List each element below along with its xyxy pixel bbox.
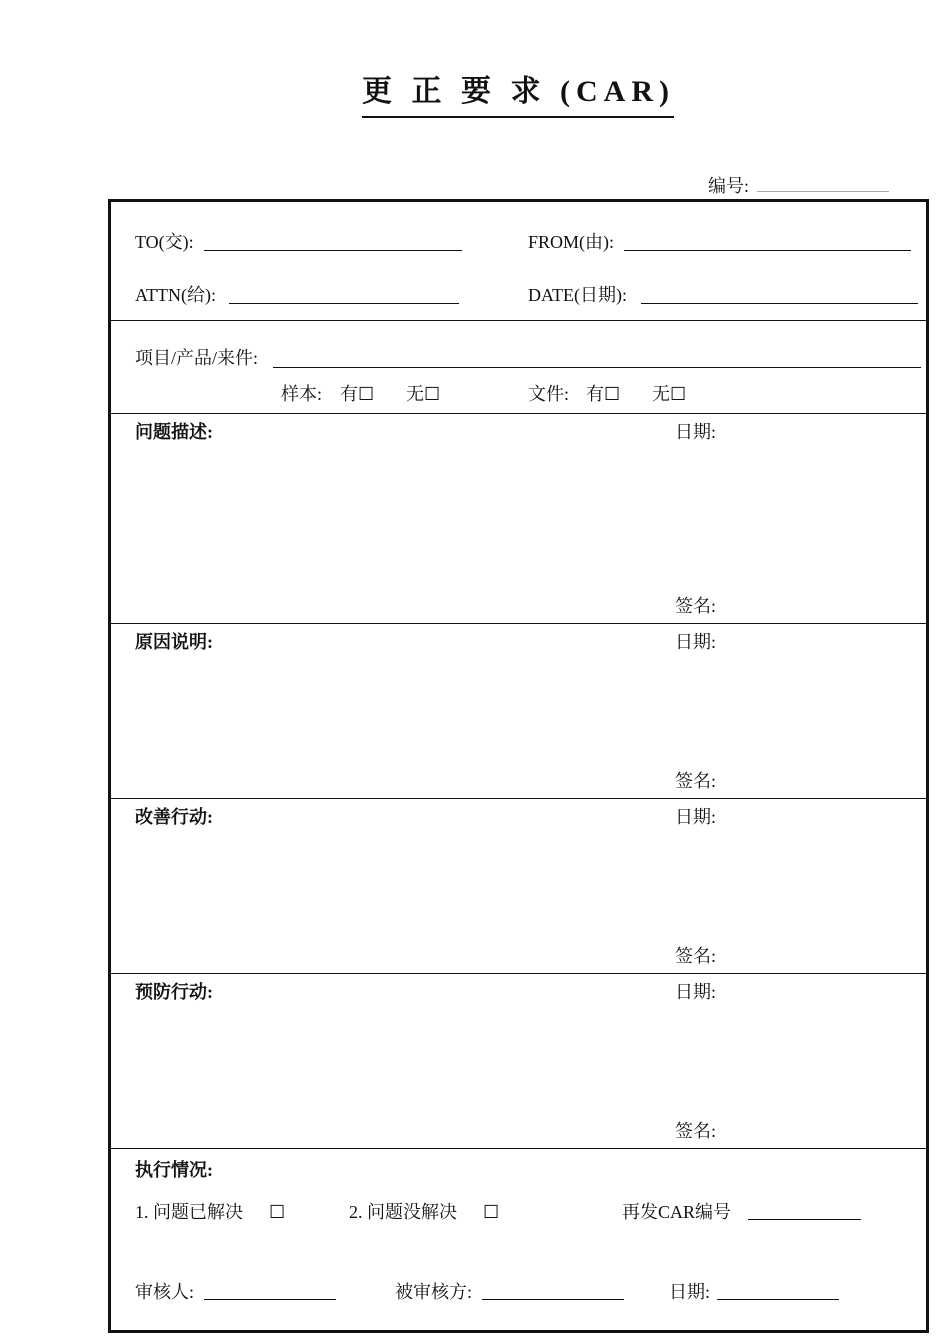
option-resolved-label: 1. 问题已解决: [135, 1202, 243, 1222]
reviewer-field[interactable]: [204, 1299, 336, 1300]
option-unresolved-label: 2. 问题没解决: [349, 1202, 457, 1222]
reviewee-field[interactable]: [482, 1299, 624, 1300]
date-field[interactable]: [641, 303, 918, 304]
from-label: FROM(由):: [528, 232, 615, 252]
project-field[interactable]: [273, 367, 921, 368]
reviewer-label: 审核人:: [135, 1282, 195, 1302]
to-field[interactable]: [204, 250, 462, 251]
to-label: TO(交):: [135, 232, 194, 252]
divider: [111, 413, 926, 414]
attn-field[interactable]: [229, 303, 459, 304]
improvement-signature-label: 签名:: [675, 946, 717, 966]
cause-explanation-heading: 原因说明:: [135, 632, 213, 652]
divider: [111, 623, 926, 624]
execution-heading: 执行情况:: [135, 1160, 213, 1180]
option-unresolved-checkbox[interactable]: ☐: [483, 1202, 500, 1222]
attn-label: ATTN(给):: [135, 285, 216, 305]
problem-signature-label: 签名:: [675, 596, 717, 616]
divider: [111, 973, 926, 974]
sample-label: 样本:: [281, 384, 323, 404]
number-field[interactable]: [757, 191, 889, 192]
preventive-signature-label: 签名:: [675, 1121, 717, 1141]
preventive-date-label: 日期:: [675, 982, 717, 1002]
project-label: 项目/产品/来件:: [135, 348, 259, 368]
document-yes-checkbox[interactable]: 有☐: [586, 384, 621, 404]
from-field[interactable]: [624, 250, 911, 251]
cause-signature-label: 签名:: [675, 771, 717, 791]
divider: [111, 1148, 926, 1149]
problem-description-heading: 问题描述:: [135, 422, 213, 442]
problem-date-label: 日期:: [675, 422, 717, 442]
option-resolved-checkbox[interactable]: ☐: [269, 1202, 286, 1222]
divider: [111, 320, 926, 321]
divider: [111, 798, 926, 799]
reviewee-label: 被审核方:: [395, 1282, 473, 1302]
improvement-action-heading: 改善行动:: [135, 807, 213, 827]
date-label: DATE(日期):: [528, 285, 627, 305]
cause-date-label: 日期:: [675, 632, 717, 652]
sample-yes-checkbox[interactable]: 有☐: [340, 384, 375, 404]
execution-date-label: 日期:: [669, 1282, 711, 1302]
improvement-date-label: 日期:: [675, 807, 717, 827]
sample-no-checkbox[interactable]: 无☐: [406, 384, 441, 404]
preventive-action-heading: 预防行动:: [135, 982, 213, 1002]
page-title: 更 正 要 求 (CAR): [362, 72, 674, 118]
document-label: 文件:: [528, 384, 570, 404]
reissue-car-label: 再发CAR编号: [622, 1202, 732, 1222]
reissue-car-field[interactable]: [748, 1219, 861, 1220]
number-label: 编号:: [708, 176, 750, 196]
car-form: [108, 199, 929, 1333]
execution-date-field[interactable]: [717, 1299, 839, 1300]
document-no-checkbox[interactable]: 无☐: [652, 384, 687, 404]
